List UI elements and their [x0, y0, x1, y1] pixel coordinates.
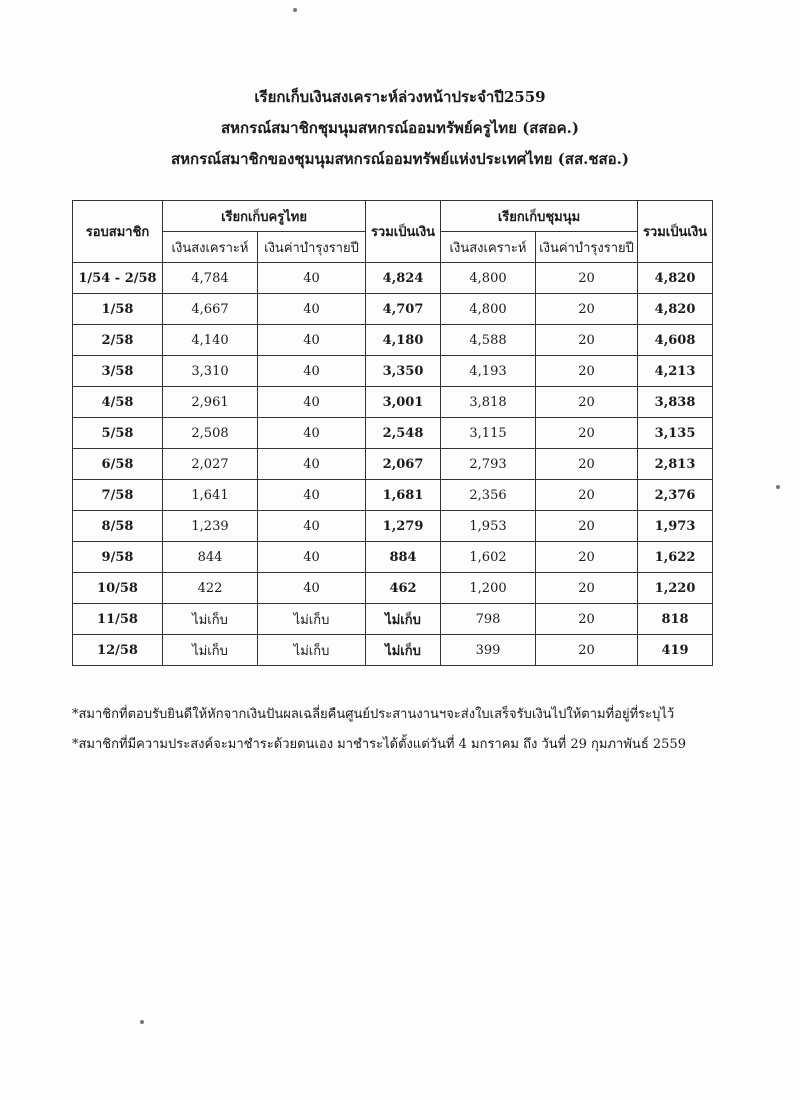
- header-chumnum-total: รวมเป็นเงิน: [638, 201, 713, 263]
- cell-chumnum-total: 1,622: [638, 542, 713, 573]
- cell-krutai-welfare: 4,784: [163, 263, 258, 294]
- cell-round: 4/58: [73, 387, 163, 418]
- table-row: [73, 449, 713, 480]
- table-row: [73, 356, 713, 387]
- cell-chumnum-annual: 20: [536, 325, 638, 356]
- cell-chumnum-welfare: 3,818: [441, 387, 536, 418]
- header-chumnum-annual: เงินค่าบำรุงรายปี: [536, 232, 638, 263]
- cell-krutai-annual: ไม่เก็บ: [258, 604, 366, 635]
- header-chumnum-welfare: เงินสงเคราะห์: [441, 232, 536, 263]
- cell-chumnum-total: 1,973: [638, 511, 713, 542]
- cell-chumnum-total: 818: [638, 604, 713, 635]
- cell-chumnum-annual: 20: [536, 294, 638, 325]
- cell-round: 3/58: [73, 356, 163, 387]
- cell-krutai-total: ไม่เก็บ: [366, 604, 441, 635]
- table-row: [73, 294, 713, 325]
- cell-krutai-annual: ไม่เก็บ: [258, 635, 366, 666]
- cell-krutai-annual: 40: [258, 387, 366, 418]
- table-row: [73, 387, 713, 418]
- cell-krutai-total: 462: [366, 573, 441, 604]
- cell-chumnum-total: 419: [638, 635, 713, 666]
- cell-krutai-total: 1,279: [366, 511, 441, 542]
- cell-chumnum-welfare: 4,800: [441, 263, 536, 294]
- table-row: [73, 263, 713, 294]
- cell-krutai-total: ไม่เก็บ: [366, 635, 441, 666]
- cell-krutai-welfare: 4,667: [163, 294, 258, 325]
- cell-chumnum-total: 3,838: [638, 387, 713, 418]
- cell-krutai-welfare: 4,140: [163, 325, 258, 356]
- title-line-2: สหกรณ์สมาชิกชุมนุมสหกรณ์ออมทรัพย์ครูไทย (สสอค.): [221, 119, 579, 137]
- cell-chumnum-annual: 20: [536, 511, 638, 542]
- table-row: [73, 418, 713, 449]
- cell-chumnum-welfare: 3,115: [441, 418, 536, 449]
- cell-krutai-total: 4,824: [366, 263, 441, 294]
- cell-chumnum-total: 4,820: [638, 263, 713, 294]
- cell-round: 12/58: [73, 635, 163, 666]
- cell-krutai-annual: 40: [258, 542, 366, 573]
- cell-krutai-annual: 40: [258, 325, 366, 356]
- cell-krutai-annual: 40: [258, 511, 366, 542]
- scan-speck: [140, 1020, 144, 1024]
- cell-round: 2/58: [73, 325, 163, 356]
- header-krutai-welfare: เงินสงเคราะห์: [163, 232, 258, 263]
- cell-krutai-total: 884: [366, 542, 441, 573]
- cell-krutai-annual: 40: [258, 449, 366, 480]
- cell-chumnum-welfare: 1,953: [441, 511, 536, 542]
- cell-chumnum-welfare: 4,800: [441, 294, 536, 325]
- table-row: [73, 511, 713, 542]
- table-row: [73, 635, 713, 666]
- cell-round: 1/54 - 2/58: [73, 263, 163, 294]
- title-line-1: เรียกเก็บเงินสงเคราะห์ล่วงหน้าประจำปี2559: [254, 88, 546, 106]
- cell-krutai-welfare: 1,641: [163, 480, 258, 511]
- cell-chumnum-total: 4,213: [638, 356, 713, 387]
- cell-krutai-annual: 40: [258, 573, 366, 604]
- cell-krutai-total: 4,180: [366, 325, 441, 356]
- cell-chumnum-annual: 20: [536, 573, 638, 604]
- cell-chumnum-annual: 20: [536, 418, 638, 449]
- cell-round: 7/58: [73, 480, 163, 511]
- cell-chumnum-welfare: 1,602: [441, 542, 536, 573]
- cell-krutai-annual: 40: [258, 418, 366, 449]
- cell-chumnum-welfare: 4,193: [441, 356, 536, 387]
- cell-krutai-welfare: 422: [163, 573, 258, 604]
- cell-krutai-annual: 40: [258, 294, 366, 325]
- cell-round: 1/58: [73, 294, 163, 325]
- cell-krutai-annual: 40: [258, 480, 366, 511]
- cell-krutai-welfare: 2,961: [163, 387, 258, 418]
- cell-krutai-welfare: 1,239: [163, 511, 258, 542]
- cell-round: 8/58: [73, 511, 163, 542]
- cell-chumnum-total: 4,608: [638, 325, 713, 356]
- cell-chumnum-welfare: 4,588: [441, 325, 536, 356]
- cell-chumnum-annual: 20: [536, 480, 638, 511]
- header-krutai-annual: เงินค่าบำรุงรายปี: [258, 232, 366, 263]
- cell-chumnum-total: 1,220: [638, 573, 713, 604]
- title-line-3: สหกรณ์สมาชิกของชุมนุมสหกรณ์ออมทรัพย์แห่งประเทศไทย (สส.ชสอ.): [170, 150, 630, 168]
- cell-krutai-total: 3,350: [366, 356, 441, 387]
- scan-speck: [776, 485, 780, 489]
- cell-krutai-welfare: 3,310: [163, 356, 258, 387]
- cell-chumnum-annual: 20: [536, 449, 638, 480]
- cell-krutai-welfare: ไม่เก็บ: [163, 604, 258, 635]
- cell-krutai-welfare: 2,027: [163, 449, 258, 480]
- cell-krutai-total: 4,707: [366, 294, 441, 325]
- footnote-1: *สมาชิกที่ตอบรับยินดีให้หักจากเงินปันผลเฉลี่ยคืนศูนย์ประสานงานฯจะส่งใบเสร็จรับเงินไปให้ตามที่อยู่ที่ระบุไว้: [72, 707, 675, 722]
- cell-krutai-total: 3,001: [366, 387, 441, 418]
- cell-round: 11/58: [73, 604, 163, 635]
- header-group-chumnum: เรียกเก็บชุมนุม: [441, 201, 638, 232]
- cell-chumnum-welfare: 2,356: [441, 480, 536, 511]
- footnote-2: *สมาชิกที่มีความประสงค์จะมาชำระด้วยตนเอง มาชำระได้ตั้งแต่วันที่ 4 มกราคม ถึง วันที่ 29 กุมภาพันธ์ 2559: [72, 737, 686, 752]
- cell-chumnum-annual: 20: [536, 604, 638, 635]
- table-row: [73, 325, 713, 356]
- cell-chumnum-annual: 20: [536, 263, 638, 294]
- cell-chumnum-total: 2,813: [638, 449, 713, 480]
- document-title: [0, 82, 800, 175]
- table-row: [73, 573, 713, 604]
- cell-krutai-total: 2,067: [366, 449, 441, 480]
- header-krutai-total: รวมเป็นเงิน: [366, 201, 441, 263]
- footnotes: [72, 700, 772, 760]
- cell-krutai-welfare: 844: [163, 542, 258, 573]
- cell-chumnum-annual: 20: [536, 542, 638, 573]
- cell-round: 9/58: [73, 542, 163, 573]
- header-round: รอบสมาชิก: [73, 201, 163, 263]
- cell-chumnum-annual: 20: [536, 387, 638, 418]
- fee-table: [72, 200, 713, 666]
- cell-krutai-annual: 40: [258, 263, 366, 294]
- cell-round: 6/58: [73, 449, 163, 480]
- cell-chumnum-welfare: 2,793: [441, 449, 536, 480]
- cell-krutai-total: 2,548: [366, 418, 441, 449]
- cell-chumnum-welfare: 1,200: [441, 573, 536, 604]
- table-row: [73, 542, 713, 573]
- cell-round: 5/58: [73, 418, 163, 449]
- cell-chumnum-total: 4,820: [638, 294, 713, 325]
- cell-chumnum-welfare: 798: [441, 604, 536, 635]
- table-row: [73, 480, 713, 511]
- cell-krutai-total: 1,681: [366, 480, 441, 511]
- cell-chumnum-annual: 20: [536, 635, 638, 666]
- cell-chumnum-welfare: 399: [441, 635, 536, 666]
- scan-speck: [293, 8, 297, 12]
- cell-krutai-annual: 40: [258, 356, 366, 387]
- cell-chumnum-total: 3,135: [638, 418, 713, 449]
- table-row: [73, 604, 713, 635]
- header-group-krutai: เรียกเก็บครูไทย: [163, 201, 366, 232]
- cell-krutai-welfare: ไม่เก็บ: [163, 635, 258, 666]
- cell-chumnum-total: 2,376: [638, 480, 713, 511]
- cell-chumnum-annual: 20: [536, 356, 638, 387]
- cell-krutai-welfare: 2,508: [163, 418, 258, 449]
- cell-round: 10/58: [73, 573, 163, 604]
